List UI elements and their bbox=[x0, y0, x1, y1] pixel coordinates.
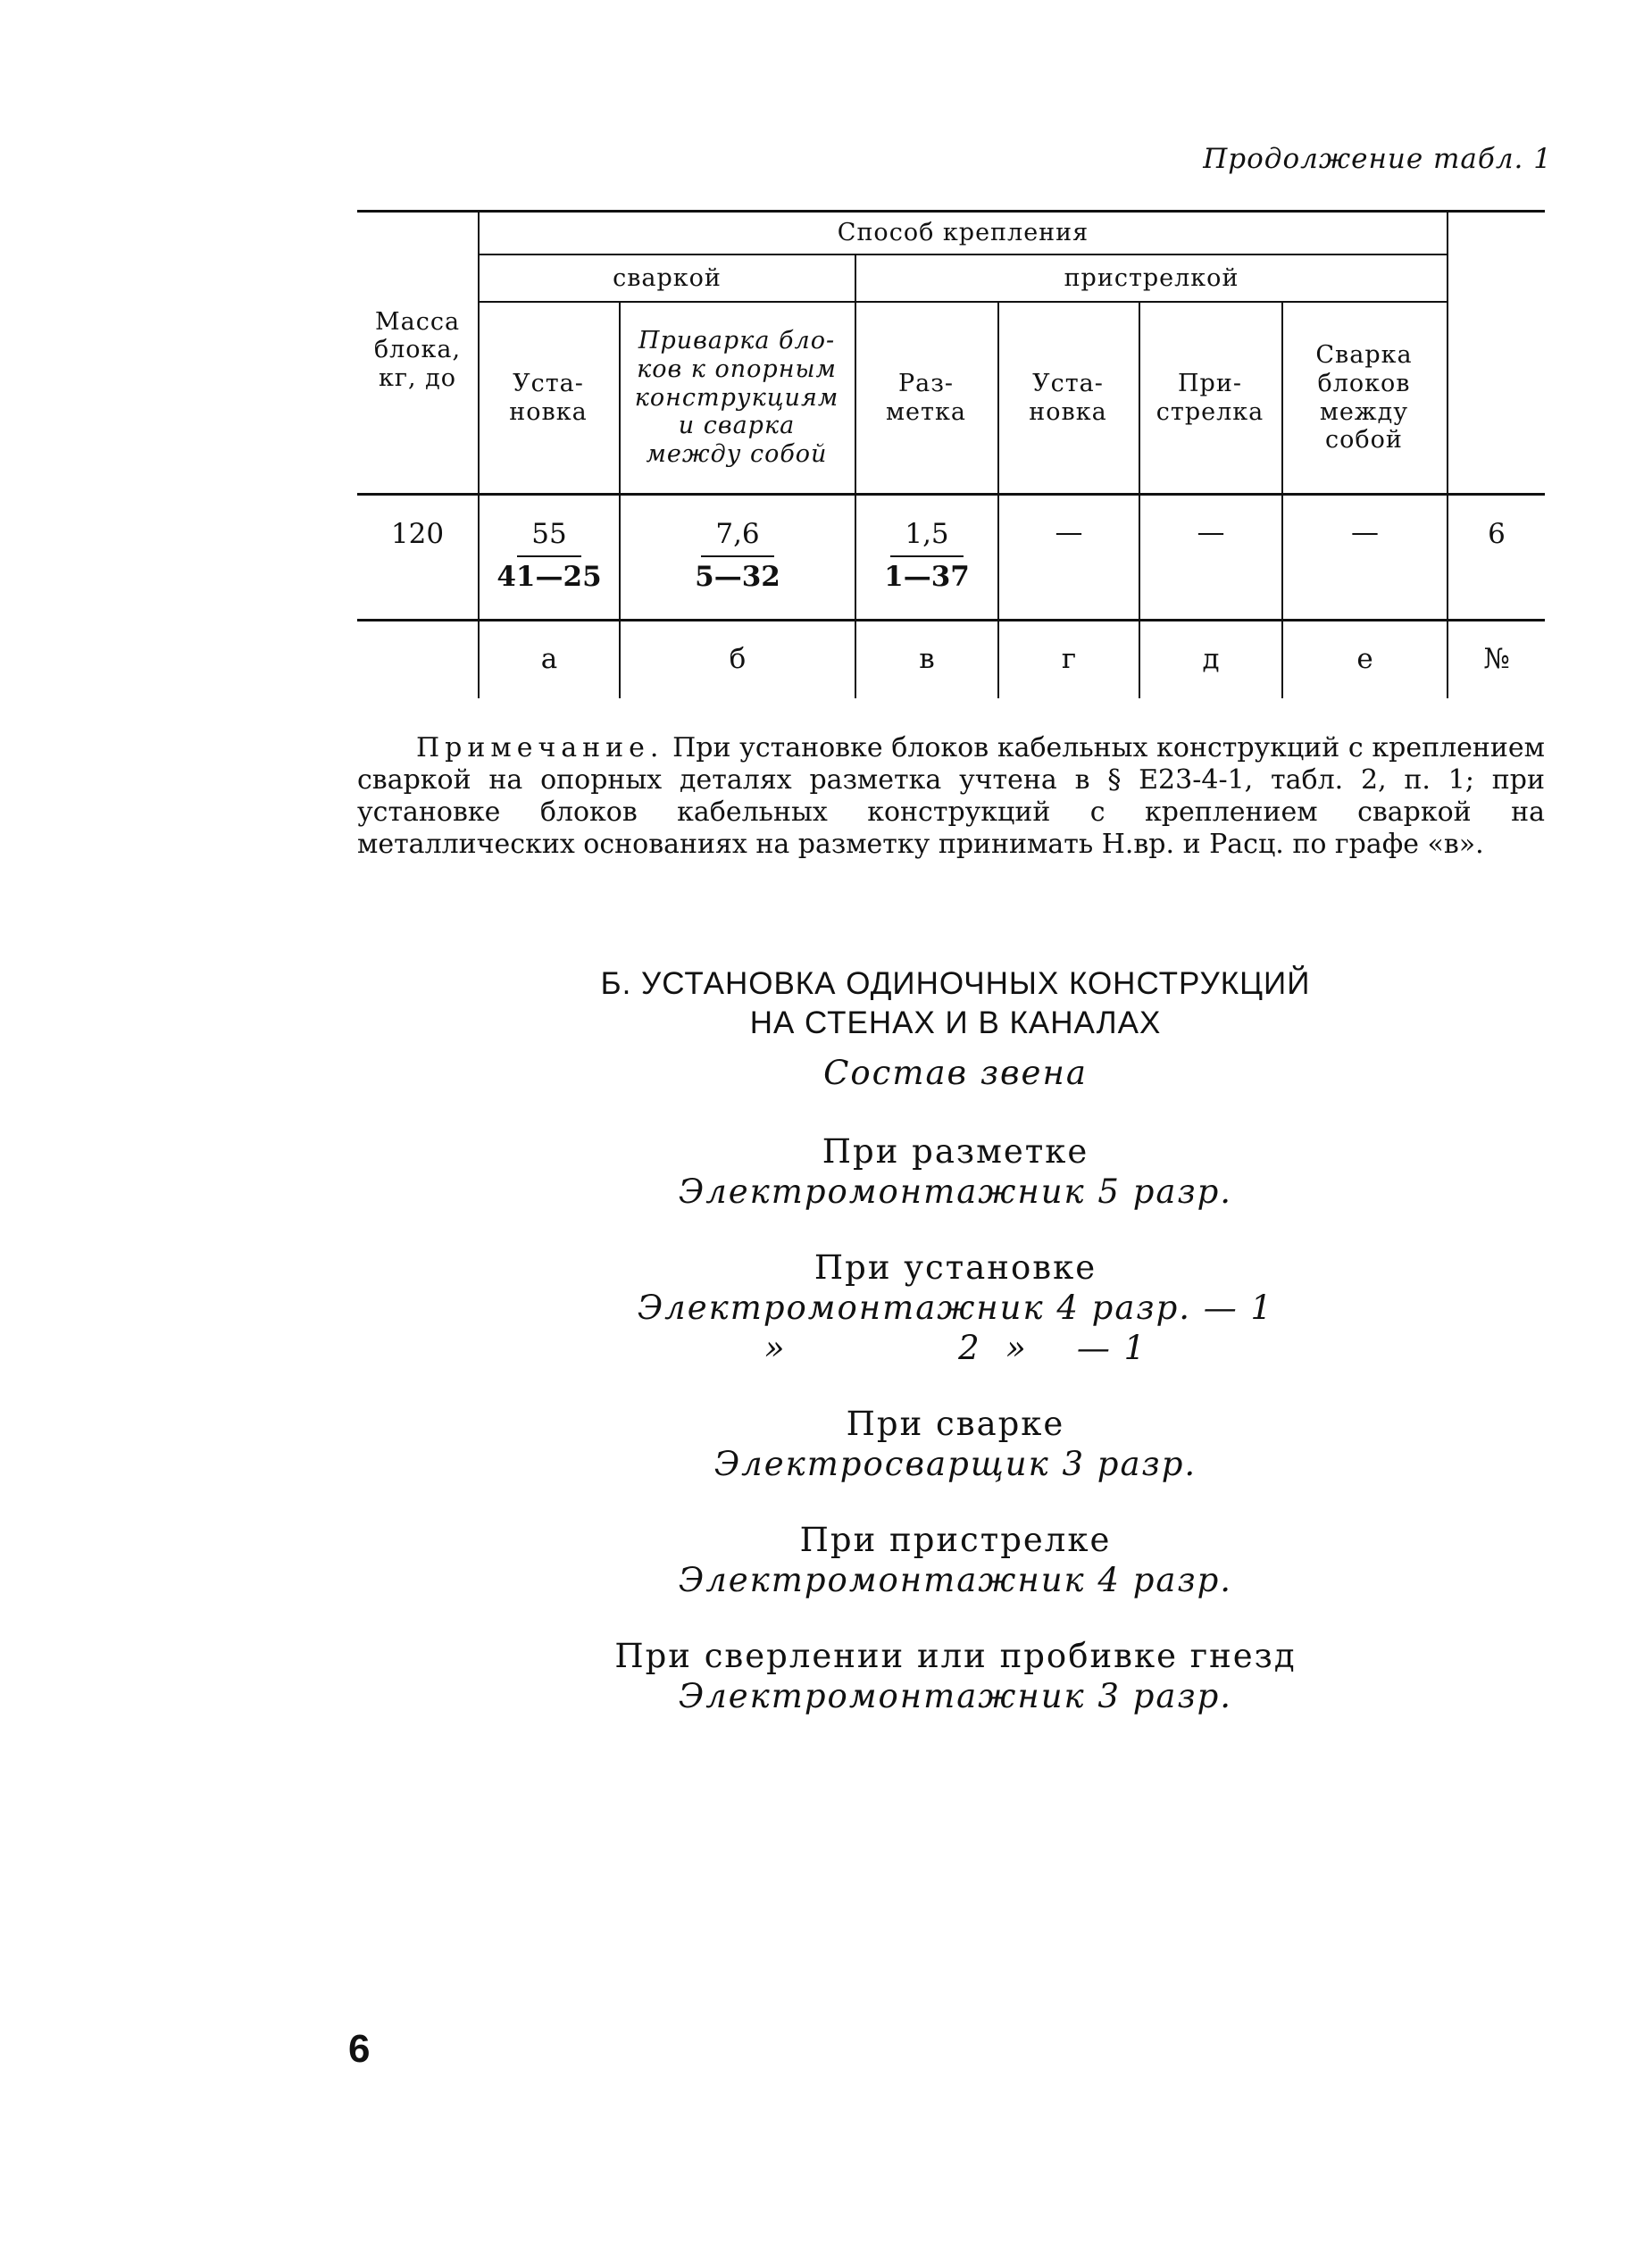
group-line: Электромонтажник 4 разр. — 1 bbox=[637, 1289, 1274, 1327]
column-letter: е bbox=[1356, 643, 1373, 675]
row-header-mass: Масса блока, кг, до bbox=[373, 308, 462, 392]
col-header-svarka-blokov: Сварка блоков между собой bbox=[1315, 340, 1413, 455]
col-header-privarka: Приварка бло- ков к опорным конструкциям и сварка между собой bbox=[634, 326, 839, 469]
group-line: Электромонтажник 4 разр. bbox=[678, 1561, 1233, 1599]
group-line: Электросварщик 3 разр. bbox=[713, 1445, 1197, 1483]
group-line: Электромонтажник 5 разр. bbox=[678, 1172, 1233, 1211]
note-text: При установке блоков кабельных конструкций с креплением сваркой на опорных деталях разметка учтена в § Е23-4-1, табл. 2, п. 1; при установке блоков кабельных конструкций с креплением сваркой на металлических основаниях на разметку принимать Н.вр. и Расц. по графе «в». bbox=[357, 732, 1545, 860]
rate: 41—25 bbox=[496, 561, 602, 593]
continuation-caption: Продолжение табл. 1 bbox=[1203, 143, 1552, 175]
note-label: Примечание. bbox=[416, 732, 664, 763]
row-number: 6 bbox=[1488, 518, 1506, 550]
section-title bbox=[446, 964, 1464, 1043]
fraction-cell bbox=[621, 518, 855, 593]
subgroup-svarkoy: сваркой bbox=[613, 263, 722, 292]
col-header-pristrelka: При- стрелка bbox=[1156, 369, 1264, 426]
norm-time: 7,6 bbox=[701, 518, 773, 557]
group-heading: При сварке bbox=[846, 1405, 1065, 1443]
rate: 1—37 bbox=[884, 561, 970, 593]
fraction-cell bbox=[856, 518, 997, 593]
norm-time: 1,5 bbox=[890, 518, 963, 557]
dash-cell: — bbox=[1197, 516, 1225, 548]
section-title-line-1: Б. УСТАНОВКА ОДИНОЧНЫХ КОНСТРУКЦИЙ bbox=[600, 966, 1311, 1001]
group-heading: При установке bbox=[813, 1248, 1097, 1287]
dash-cell: — bbox=[1055, 516, 1083, 548]
group-line: » 2 » — 1 bbox=[763, 1329, 1147, 1367]
column-letter: д bbox=[1202, 643, 1220, 675]
column-letter: б bbox=[729, 643, 747, 675]
group-heading: При сверлении или пробивке гнезд bbox=[614, 1637, 1297, 1675]
mass-value: 120 bbox=[390, 518, 445, 550]
column-letter: № bbox=[1483, 643, 1510, 675]
column-letter: а bbox=[540, 643, 558, 675]
crew-subtitle: Состав звена bbox=[823, 1054, 1088, 1092]
table-note bbox=[357, 732, 1545, 861]
fraction-cell bbox=[480, 518, 619, 593]
col-header-razmetka: Раз- метка bbox=[886, 369, 966, 426]
col-header-ustanovka: Уста- новка bbox=[509, 369, 588, 426]
norm-time: 55 bbox=[517, 518, 580, 557]
group-line: Электромонтажник 3 разр. bbox=[678, 1677, 1233, 1715]
rate: 5—32 bbox=[695, 561, 780, 593]
dash-cell: — bbox=[1351, 516, 1379, 548]
subgroup-pristrelkoy: пристрелкой bbox=[1064, 263, 1239, 292]
group-heading: При разметке bbox=[822, 1132, 1089, 1171]
page-number: 6 bbox=[348, 2027, 371, 2071]
column-letter: в bbox=[919, 643, 935, 675]
group-header: Способ крепления bbox=[837, 218, 1089, 246]
col-header-ustanovka-2: Уста- новка bbox=[1029, 369, 1107, 426]
section-title-line-2: НА СТЕНАХ И В КАНАЛАХ bbox=[749, 1005, 1162, 1040]
column-letter: г bbox=[1061, 643, 1077, 675]
group-heading: При пристрелке bbox=[799, 1521, 1112, 1559]
